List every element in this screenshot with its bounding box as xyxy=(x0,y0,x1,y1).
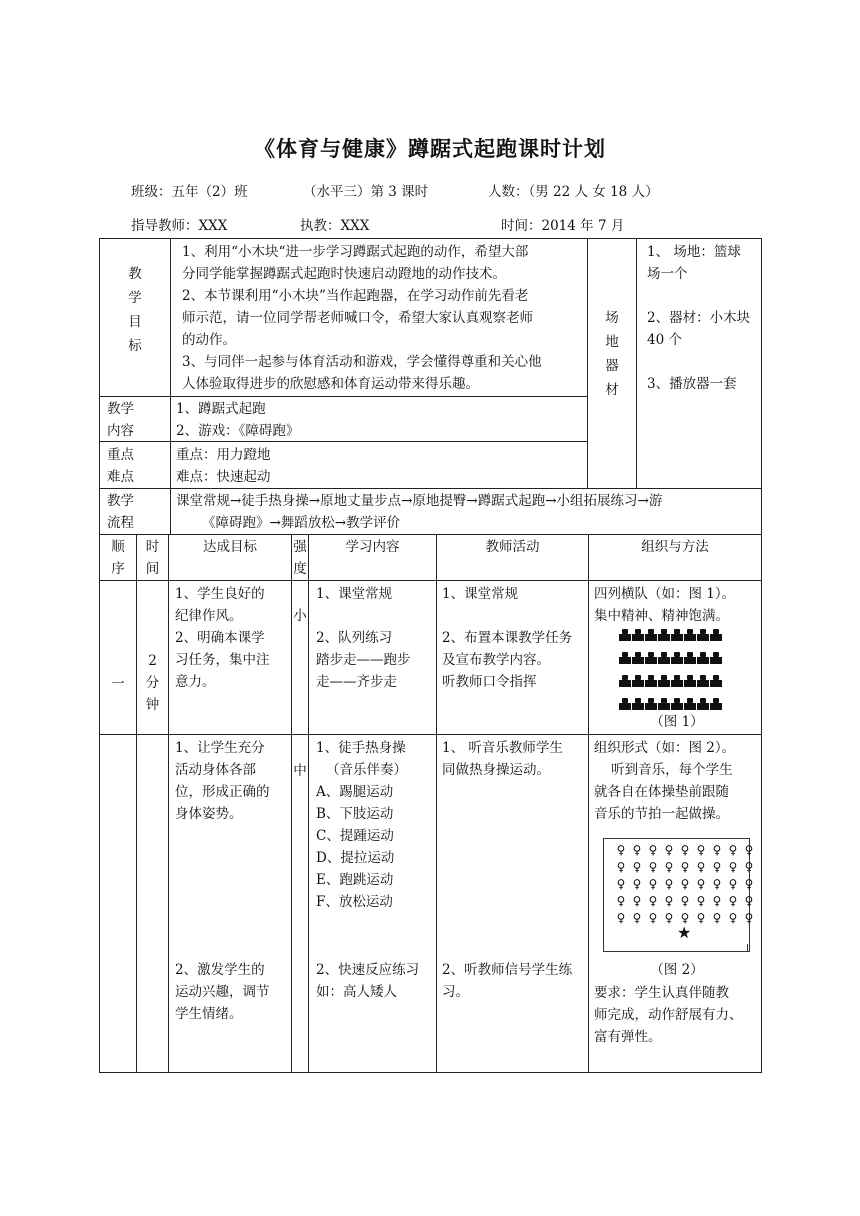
student-figure-icon: ♀ xyxy=(680,843,690,857)
row2-content-b: 2、快速反应练习 如：高人矮人 xyxy=(316,962,420,1000)
student-figure-icon: ♀ xyxy=(616,843,626,857)
student-figure-icon: ♀ xyxy=(696,843,706,857)
student-figure-icon: ♀ xyxy=(616,860,626,874)
student-figure-icon: ♀ xyxy=(664,911,674,925)
student-marker-icon xyxy=(684,629,696,641)
student-figure-icon: ♀ xyxy=(616,911,626,925)
student-figure-icon: ♀ xyxy=(648,911,658,925)
level-info: （水平三）第 3 课时 xyxy=(303,184,429,200)
key-label: 重点 难点 xyxy=(107,447,134,485)
student-figure-icon: ♀ xyxy=(632,894,642,908)
student-figure-icon: ♀ xyxy=(632,877,642,891)
student-marker-icon xyxy=(710,698,722,710)
teacher-info: 指导教师：XXX xyxy=(131,218,228,234)
student-figure-icon: ♀ xyxy=(632,860,642,874)
student-marker-icon xyxy=(619,698,631,710)
venue-label: 场 地 器 材 xyxy=(605,310,619,398)
student-marker-icon xyxy=(619,652,631,664)
student-figure-icon: ♀ xyxy=(712,877,722,891)
student-marker-icon xyxy=(658,675,670,687)
student-figure-icon: ♀ xyxy=(696,860,706,874)
student-figure-icon: ♀ xyxy=(632,911,642,925)
row1-content: 1、课堂常规 2、队列练习 踏步走——跑步 走——齐步走 xyxy=(316,586,411,690)
row1-teacher: 1、课堂常规 2、布置本课教学任务 及宣布教学内容。 听教师口令指挥 xyxy=(442,586,573,690)
student-marker-icon xyxy=(697,629,709,641)
header-order: 顺 序 xyxy=(111,539,125,577)
student-figure-icon: ♀ xyxy=(632,843,642,857)
student-figure-icon: ♀ xyxy=(648,860,658,874)
student-marker-icon xyxy=(632,675,644,687)
time-info: 时间：2014 年 7 月 xyxy=(501,218,625,234)
header-goal: 达成目标 xyxy=(203,539,257,555)
row2-content-a: 1、徒手热身操 （音乐伴奏） A、踢腿运动 B、下肢运动 C、提踵运动 D、提拉运动 E、跑跳运动 F、放松运动 xyxy=(316,740,407,910)
student-figure-icon: ♀ xyxy=(728,860,738,874)
student-marker-icon xyxy=(671,698,683,710)
student-figure-icon: ♀ xyxy=(648,843,658,857)
student-marker-icon xyxy=(710,675,722,687)
student-figure-icon: ♀ xyxy=(712,911,722,925)
content-label: 教学 内容 xyxy=(107,401,134,439)
student-figure-icon: ♀ xyxy=(744,911,754,925)
figure-2-students xyxy=(614,843,756,925)
goals-text: 1、利用“小木块“进一步学习蹲踞式起跑的动作，希望大部 分同学能掌握蹲踞式起跑时快速启动蹬地的动作技术。 2、本节课利用“小木块”当作起跑器，在学习动作前先看老 师示范，请一位同学帮老师喊口令，希望大家认真观察老师 的动作。 3、与同伴一起参与体育活动和游戏，学会懂得尊重和关心他 人体验取得进步的欣慰感和体育运动带来得乐趣。 xyxy=(182,244,542,392)
student-marker-icon xyxy=(645,698,657,710)
row2-teacher-b: 2、听教师信号学生练 习。 xyxy=(442,962,573,1000)
student-marker-icon xyxy=(619,675,631,687)
figure-1-caption: （图 1） xyxy=(650,714,704,730)
content-text: 1、蹲踞式起跑 2、游戏：《障碍跑》 xyxy=(176,401,300,439)
student-figure-icon: ♀ xyxy=(728,877,738,891)
student-marker-icon xyxy=(684,675,696,687)
student-figure-icon: ♀ xyxy=(648,877,658,891)
student-figure-icon: ♀ xyxy=(712,894,722,908)
student-figure-icon: ♀ xyxy=(664,860,674,874)
count-info: 人数：（男 22 人 女 18 人） xyxy=(488,184,659,200)
student-figure-icon: ♀ xyxy=(728,894,738,908)
flow-label: 教学 流程 xyxy=(107,493,134,531)
row2-method-b: 要求：学生认真伴随教 师完成，动作舒展有力、 富有弹性。 xyxy=(594,985,743,1045)
student-figure-icon: ♀ xyxy=(664,843,674,857)
key-text: 重点：用力蹬地 难点：快速起动 xyxy=(176,447,271,485)
row1-goal: 1、学生良好的 纪律作风。 2、明确本课学 习任务，集中注 意力。 xyxy=(175,586,270,690)
page-title: 《体育与健康》蹲踞式起跑课时计划 xyxy=(254,136,606,161)
student-figure-icon: ♀ xyxy=(744,877,754,891)
row2-method-a: 组织形式（如：图 2）。 听到音乐，每个学生 就各自在体操垫前跟随 音乐的节拍一起做操。 xyxy=(594,740,736,822)
student-marker-icon xyxy=(684,652,696,664)
student-marker-icon xyxy=(697,675,709,687)
header-time: 时 间 xyxy=(145,539,160,577)
student-figure-icon: ♀ xyxy=(712,860,722,874)
student-figure-icon: ♀ xyxy=(616,894,626,908)
student-marker-icon xyxy=(671,652,683,664)
student-figure-icon: ♀ xyxy=(680,877,690,891)
row2-intensity: 中 xyxy=(293,763,307,779)
teacher-star-icon: ★ xyxy=(677,923,692,942)
teaching-info: 执教：XXX xyxy=(300,218,370,234)
student-figure-icon: ♀ xyxy=(616,877,626,891)
student-figure-icon: ♀ xyxy=(712,843,722,857)
student-figure-icon: ♀ xyxy=(744,894,754,908)
row1-method: 四列横队（如：图 1）。 集中精神、精神饱满。 xyxy=(594,586,736,624)
student-figure-icon: ♀ xyxy=(728,911,738,925)
row1-intensity: 小 xyxy=(293,608,307,624)
student-marker-icon xyxy=(710,652,722,664)
student-marker-icon xyxy=(697,652,709,664)
student-marker-icon xyxy=(645,629,657,641)
student-marker-icon xyxy=(684,698,696,710)
student-marker-icon xyxy=(658,629,670,641)
student-figure-icon: ♀ xyxy=(648,894,658,908)
student-figure-icon: ♀ xyxy=(680,911,690,925)
student-marker-icon xyxy=(658,652,670,664)
goals-label: 教 学 目 标 xyxy=(128,266,142,354)
student-marker-icon xyxy=(697,698,709,710)
student-marker-icon xyxy=(645,652,657,664)
student-marker-icon xyxy=(710,629,722,641)
row1-order: 一 xyxy=(111,676,125,692)
student-marker-icon xyxy=(671,675,683,687)
header-content: 学习内容 xyxy=(345,539,400,555)
venue-text: 1、 场地：篮球 场一个 2、器材：小木块 40 个 3、播放器一套 xyxy=(647,244,751,392)
student-marker-icon xyxy=(658,698,670,710)
row1-time: 2 分 钟 xyxy=(145,653,160,713)
student-figure-icon: ♀ xyxy=(744,860,754,874)
class-info: 班级：五年（2）班 xyxy=(131,184,248,200)
student-figure-icon: ♀ xyxy=(696,877,706,891)
student-figure-icon: ♀ xyxy=(680,860,690,874)
figure-2-caption: （图 2） xyxy=(650,962,704,978)
student-marker-icon xyxy=(632,698,644,710)
header-method: 组织与方法 xyxy=(641,539,709,555)
student-figure-icon: ♀ xyxy=(728,843,738,857)
student-figure-icon: ♀ xyxy=(664,877,674,891)
figure-1-formation xyxy=(619,629,723,710)
student-figure-icon: ♀ xyxy=(696,894,706,908)
student-marker-icon xyxy=(632,652,644,664)
student-figure-icon: ♀ xyxy=(664,894,674,908)
header-intensity: 强 度 xyxy=(293,539,307,577)
row2-goal-a: 1、让学生充分 活动身体各部 位，形成正确的 身体姿势。 xyxy=(175,740,270,822)
student-marker-icon xyxy=(632,629,644,641)
student-figure-icon: ♀ xyxy=(680,894,690,908)
flow-text: 课堂常规→徒手热身操→原地丈量步点→原地提臀→蹲踞式起跑→小组拓展练习→游 《障碍跑》→舞蹈放松→教学评价 xyxy=(176,493,663,531)
student-figure-icon: ♀ xyxy=(744,843,754,857)
header-teacher: 教师活动 xyxy=(485,539,540,555)
student-marker-icon xyxy=(619,629,631,641)
student-marker-icon xyxy=(645,675,657,687)
row2-goal-b: 2、激发学生的 运动兴趣，调节 学生情绪。 xyxy=(175,962,270,1022)
row2-teacher-a: 1、 听音乐教师学生 同做热身操运动。 xyxy=(442,740,563,778)
student-marker-icon xyxy=(671,629,683,641)
student-figure-icon: ♀ xyxy=(696,911,706,925)
